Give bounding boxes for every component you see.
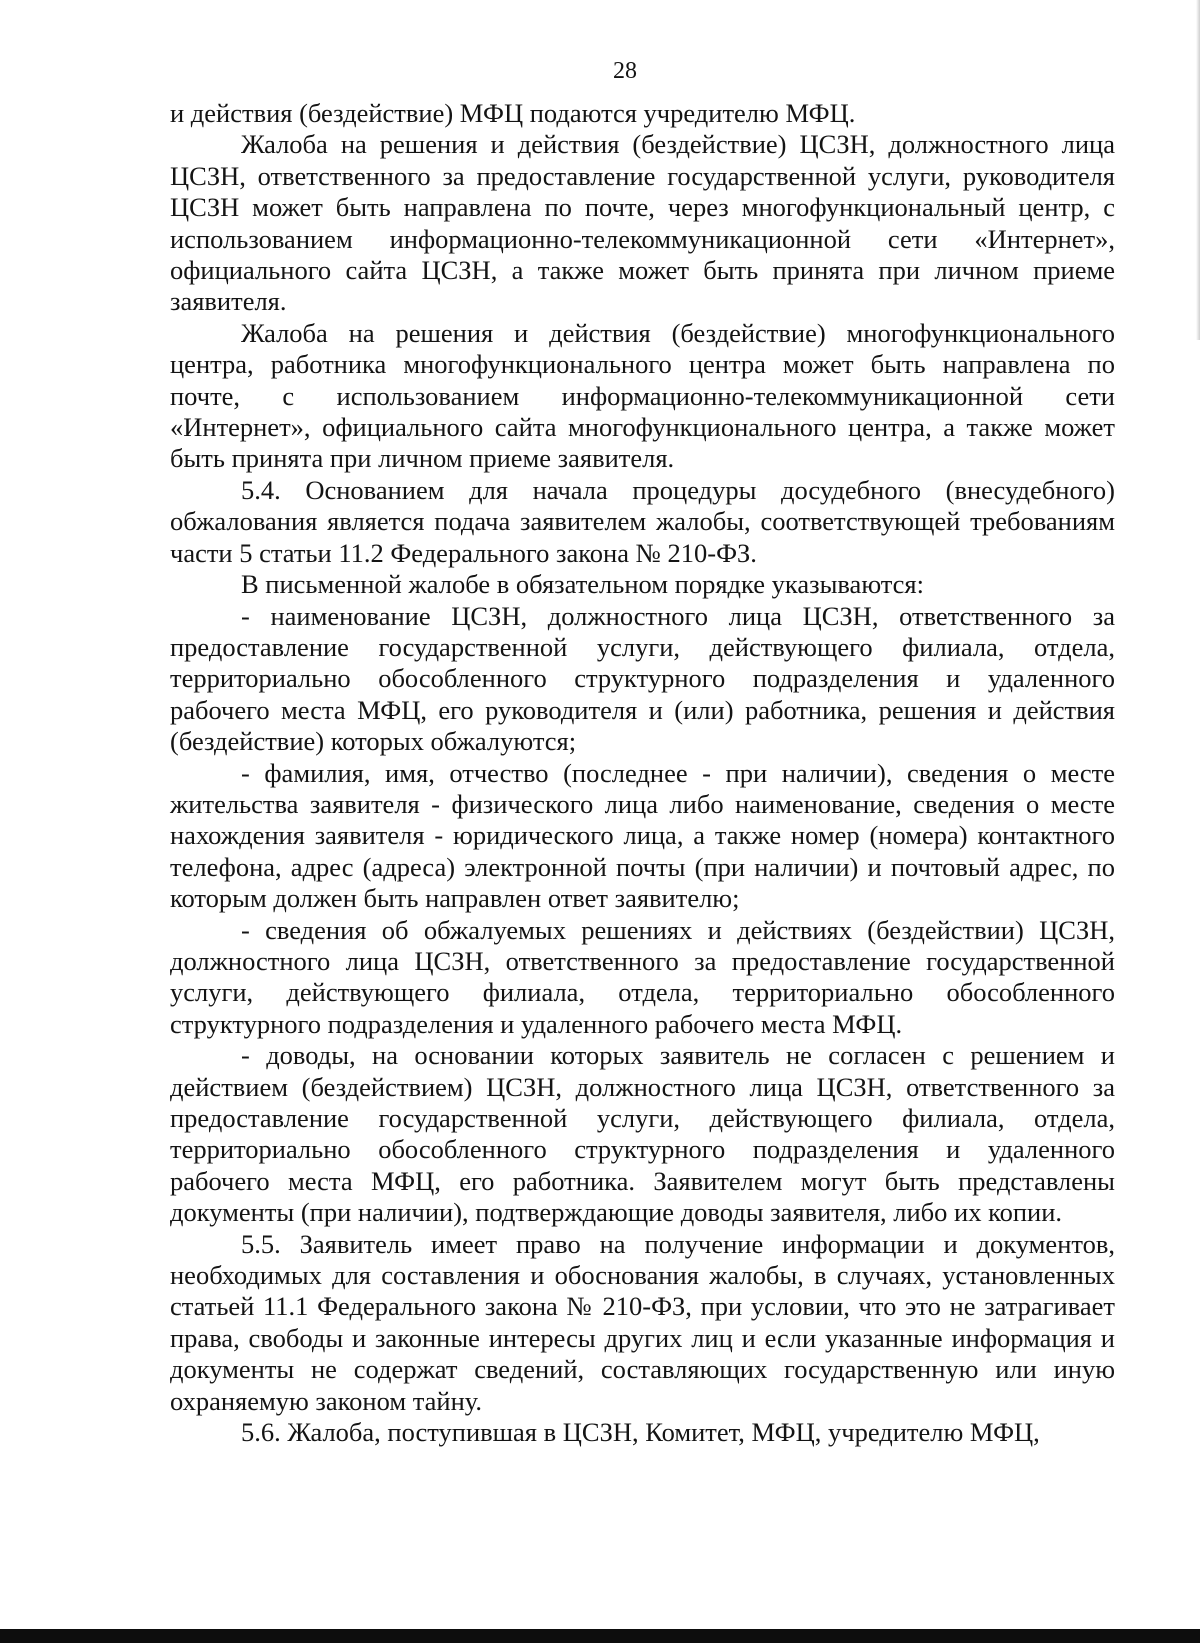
paragraph-8: - сведения об обжалуемых решениях и действиях (бездействии) ЦСЗН, должностного лица ЦСЗН, ответственного за предоставление государственной услуги, действующего филиала, отдела, территориально обособленного структурного подразделения и удаленного рабочего места МФЦ.: [170, 914, 1115, 1039]
scan-bottom-border: [0, 1629, 1200, 1643]
document-body: [170, 98, 1115, 1448]
paragraph-2: Жалоба на решения и действия (бездействие) ЦСЗН, должностного лица ЦСЗН, ответственного за предоставление государственной услуги, руководителя ЦСЗН может быть направлена по почте, через многофункциональный центр, с использованием информационно-телекоммуникационной сети «Интернет», официального сайта ЦСЗН, а также может быть принята при личном приеме заявителя.: [170, 129, 1115, 317]
paragraph-5: В письменной жалобе в обязательном порядке указываются:: [241, 569, 924, 600]
paragraph-11: 5.6. Жалоба, поступившая в ЦСЗН, Комитет, МФЦ, учредителю МФЦ,: [241, 1417, 1040, 1448]
paragraph-10: 5.5. Заявитель имеет право на получение информации и документов, необходимых для составления и обоснования жалобы, в случаях, установленных статьей 11.1 Федерального закона № 210-ФЗ, при условии, что это не затрагивает права, свободы и законные интересы других лиц и если указанные информация и документы не содержат сведений, составляющих государственную или иную охраняемую законом тайну.: [170, 1228, 1115, 1416]
paragraph-3: Жалоба на решения и действия (бездействие) многофункционального центра, работника многофункционального центра может быть направлена по почте, с использованием информационно-телекоммуникационной сети «Интернет», официального сайта многофункционального центра, а также может быть принята при личном приеме заявителя.: [170, 317, 1115, 474]
paragraph-4: 5.4. Основанием для начала процедуры досудебного (внесудебного) обжалования является подача заявителем жалобы, соответствующей требованиям части 5 статьи 11.2 Федерального закона № 210-ФЗ.: [170, 474, 1115, 568]
scan-edge-shadow: [1196, 0, 1200, 340]
page-number: 28: [613, 58, 637, 84]
paragraph-1: и действия (бездействие) МФЦ подаются учредителю МФЦ.: [170, 98, 856, 128]
paragraph-9: - доводы, на основании которых заявитель не согласен с решением и действием (бездействием) ЦСЗН, должностного лица ЦСЗН, ответственного за предоставление государственной услуги, действующего филиала, отдела, территориально обособленного структурного подразделения и удаленного рабочего места МФЦ, его работника. Заявителем могут быть представлены документы (при наличии), подтверждающие доводы заявителя, либо их копии.: [170, 1040, 1115, 1228]
paragraph-6: - наименование ЦСЗН, должностного лица ЦСЗН, ответственного за предоставление государственной услуги, действующего филиала, отдела, территориально обособленного структурного подразделения и удаленного рабочего места МФЦ, его руководителя и (или) работника, решения и действия (бездействие) которых обжалуются;: [170, 600, 1115, 757]
paragraph-7: - фамилия, имя, отчество (последнее - при наличии), сведения о месте жительства заявителя - физического лица либо наименование, сведения о месте нахождения заявителя - юридического лица, а также номер (номера) контактного телефона, адрес (адреса) электронной почты (при наличии) и почтовый адрес, по которым должен быть направлен ответ заявителю;: [170, 757, 1115, 914]
